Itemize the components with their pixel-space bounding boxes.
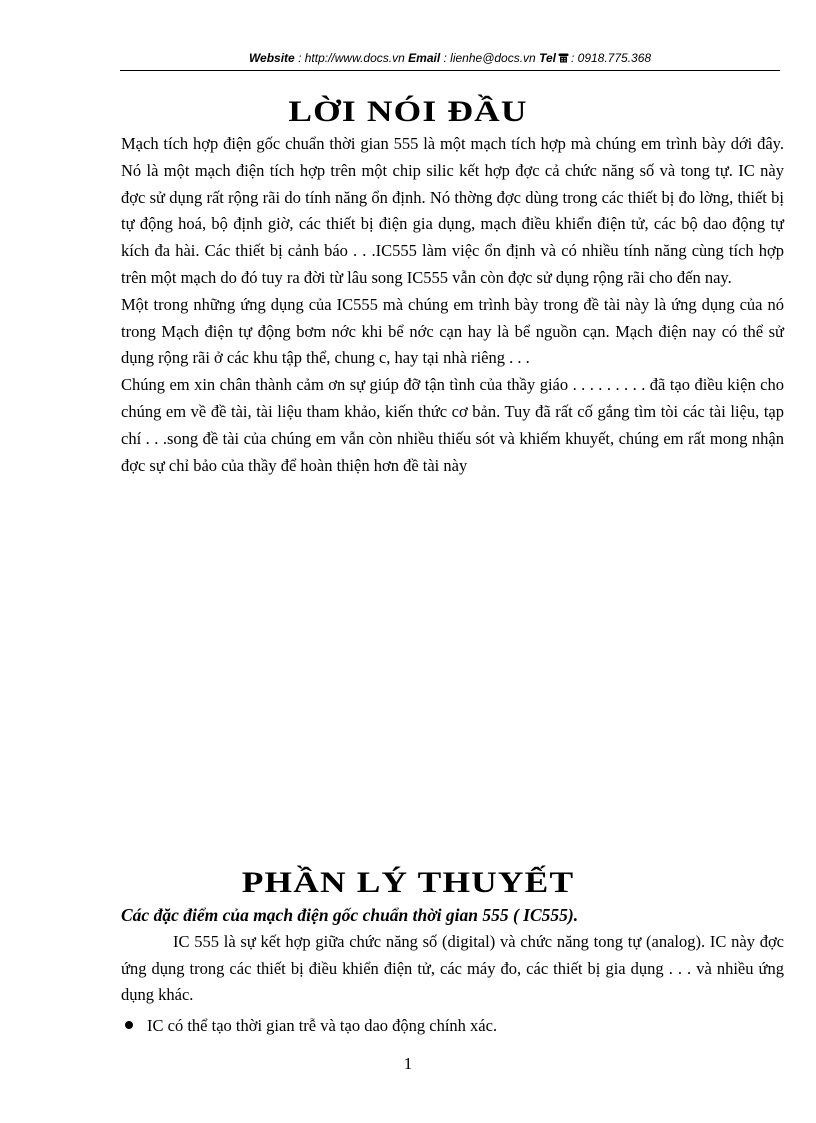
email-label: Email <box>408 51 441 65</box>
intro-title: LỜI NÓI ĐẦU <box>288 95 528 128</box>
telephone-icon <box>558 53 569 63</box>
website-label: Website <box>248 51 295 65</box>
intro-paragraph: Một trong những ứng dụng của IC555 mà chúng em trình bày trong đề tài này là ứng dụng của nó trong Mạch điện tự động bơm nớc khi bể nớc cạn hay là bể nguồn cạn. Mạch điện nay có thể sử dụng rộng rãi ở các khu tập thể, chung c, hay tại nhà riêng . . . <box>121 294 784 368</box>
intro-paragraph: Chúng em xin chân thành cảm ơn sự giúp đỡ tận tình của thầy giáo . . . . . . . . . đã tạo điều kiện cho chúng em về đề tài, tài liệu tham khảo, kiến thức cơ bản. Tuy đã rất cố gắng tìm tòi các tài liệu, tạp chí . . .song đề tài của chúng em vẫn còn nhiều thiếu sót và khiếm khuyết, chúng em rất mong nhận đợc sự chỉ bảo của thầy để hoàn thiện hơn đề tài này <box>121 375 784 475</box>
theory-paragraph: IC 555 là sự kết hợp giữa chức năng số (digital) và chức năng tong tự (analog). IC này đợc ứng dụng trong các thiết bị điều khiển điện tử, các máy đo, các thiết bị gia dụng . . . và nhiều ứng dụng khác. <box>121 932 784 1004</box>
email-value: : lienhe@docs.vn <box>443 51 536 65</box>
bullet-icon <box>125 1021 133 1029</box>
theory-title: PHẦN LÝ THUYẾT <box>241 866 575 899</box>
website-value: : http://www.docs.vn <box>298 51 405 65</box>
page-number: 1 <box>403 1054 413 1073</box>
intro-paragraph: Mạch tích hợp điện gốc chuẩn thời gian 555 là một mạch tích hợp mà chúng em trình bày dới đây. Nó là một mạch điện tích hợp trên một chip silic kết hợp đợc cả chức năng số và tong tự. IC này đợc sử dụng rất rộng rãi do tính năng ổn định. Nó thờng đợc dùng trong các thiết bị đo lờng, thiết bị tự động hoá, bộ định giờ, các thiết bị điện gia dụng, mạch điều khiển điện tử, các bộ dao động tự kích đa hài. Các thiết bị cảnh báo . . .IC555 làm việc ổn định và có nhiều tính năng cùng tích hợp trên một mạch do đó tuy ra đời từ lâu song IC555 vẫn còn đợc sử dụng rộng rãi cho đến nay. <box>121 134 784 287</box>
bullet-text: IC có thể tạo thời gian trễ và tạo dao động chính xác. <box>147 1016 498 1035</box>
page-header <box>120 50 780 71</box>
tel-value: : 0918.775.368 <box>570 51 652 65</box>
intro-body <box>121 131 784 479</box>
tel-label: Tel <box>539 51 556 65</box>
theory-subtitle: Các đặc điểm của mạch điện gốc chuẩn thời gian 555 ( IC555). <box>121 905 579 925</box>
